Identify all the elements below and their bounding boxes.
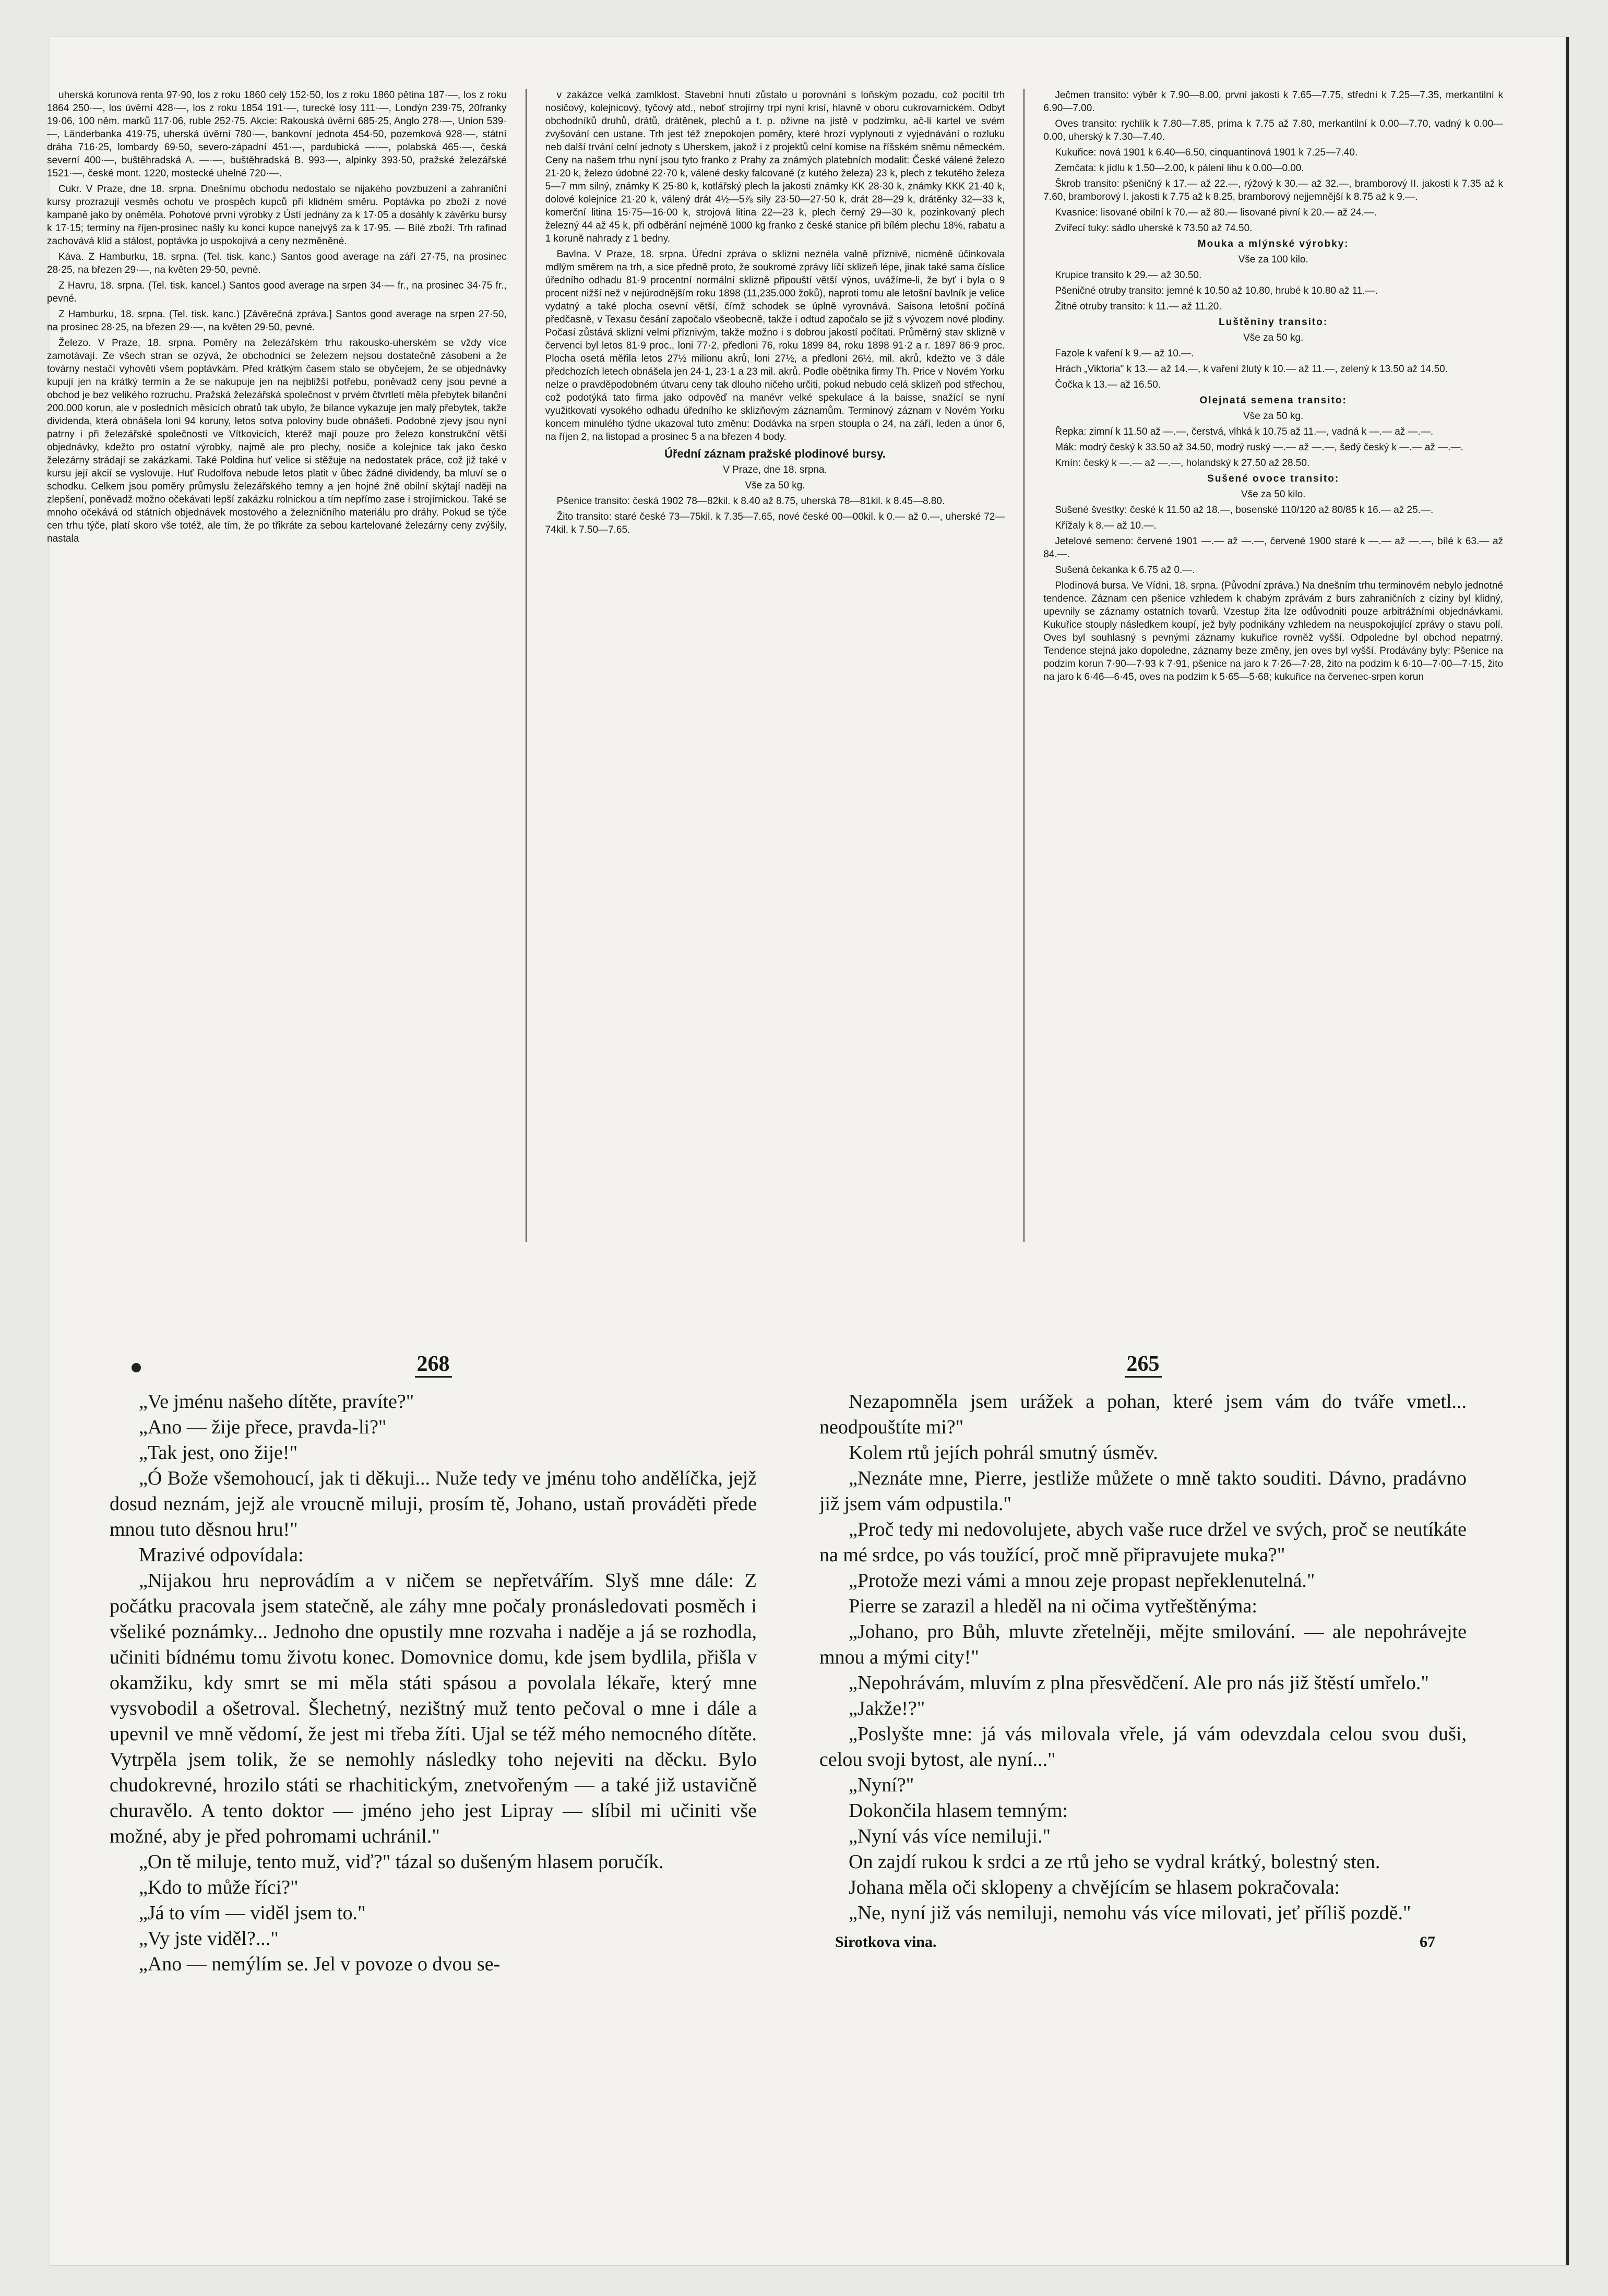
quote-line: Škrob transito: pšeničný k 17.— až 22.—, rýžový k 30.— až 32.—, bramborový II. jakosti k 7.35 až k 7.60, bramborový I. jakosti k 7.75 až k 8.25, bramborový nejjemnější k 8.75 až k 9.—. [1043, 178, 1504, 202]
quote-line: Krupice transito k 29.— až 30.50. [1055, 270, 1202, 281]
quote-line: Oves transito: rychlík k 7.80—7.85, prima k 7.75 až 7.80, merkantilní k 0.00—7.70, vadný k 0.00—0.00, uherský k 7.30—7.40. [1043, 118, 1504, 142]
story-paragraph: Dokončila hlasem temným: [849, 1800, 1068, 1822]
story-paragraph: „Ve jménu našeho dítěte, pravíte?" [139, 1391, 414, 1413]
subheading-ovoce: Sušené ovoce transito: [1207, 473, 1340, 484]
quote-line: Fazole k vaření k 9.— až 10.—. [1055, 348, 1194, 359]
story-paragraph: „Neznáte mne, Pierre, jestliže můžete o mně takto souditi. Dávno, pradávno již jsem vám odpustila." [819, 1467, 1467, 1515]
quote-line: Žitné otruby transito: k 11.— až 11.20. [1055, 301, 1222, 312]
subheading-mouka: Mouka a mlýnské výrobky: [1197, 238, 1349, 249]
unit-olejnata: Vše za 50 kg. [1243, 411, 1304, 422]
footer-title: Sirotkova vina. [835, 1933, 937, 1951]
quote-line: Plodinová bursa. Ve Vídni, 18. srpna. (Původní zpráva.) Na dnešním trhu terminovém nebylo jednotné tendence. Záznam cen pšenice vzhledem k chabým zprávám z burs zahraničních z ciziny byl klidný, upevnily se záznamy ostatních tovarů. Vzestup žita lze odůvodniti pouze arbitrážními objednávkami. Kukuřice stouply následkem koupí, jež byly podnikány vzhledem na neuspokojující zprávy o stavu polí. Oves byl souhlasný s pevnými záznamy kukuřice rovněž vyšší. Odpoledne byl obchod nepatrný. Tendence stejná jako dopoledne, záznamy beze změny, jen oves byl vyšší. Prodávány byly: Pšenice na podzim korun 7·90—7·93 k 7·91, pšenice na jaro k 7·26—7·28, žito na podzim k 6·10—7·00—7·15, žito na jaro k 6·46—6·45, oves na podzim k 5·65—5·68; kukuřice na červenec-srpen korun [1043, 580, 1504, 683]
quote-line: Zvířecí tuky: sádlo uherské k 73.50 až 74.50. [1055, 223, 1253, 234]
story-paragraph: Pierre se zarazil a hleděl na ni očima vytřeštěnýma: [849, 1595, 1257, 1617]
story-paragraph: „Protože mezi vámi a mnou zeje propast nepřeklenutelná." [849, 1570, 1315, 1592]
unit-mouka: Vše za 100 kilo. [1238, 254, 1308, 265]
quote-line: Vše za 50 kg. [745, 480, 805, 491]
story-paragraph: „Jakže!?" [849, 1697, 925, 1719]
page-footer [819, 1933, 1467, 1951]
newspaper-columns [47, 89, 1503, 1242]
section-heading: Úřední záznam pražské plodinové bursy. [664, 447, 886, 460]
quote-line: Žito transito: staré české 73—75kil. k 7.35—7.65, nové české 00—00kil. k 0.— až 0.—, uherské 72—74kil. k 7.50—7.65. [545, 511, 1005, 535]
quote-line: Ječmen transito: výběr k 7.90—8.00, první jakosti k 7.65—7.75, střední k 7.25—7.35, merkantilní k 6.90—7.00. [1043, 90, 1504, 114]
column-divider [526, 89, 527, 1242]
column-2 [545, 89, 1005, 1242]
quote-line: Čočka k 13.— až 16.50. [1055, 379, 1161, 390]
footer-number: 67 [1420, 1933, 1435, 1951]
story-paragraph: „Ne, nyní již vás nemiluji, nemohu vás více milovati, jeť příliš pozdě." [849, 1902, 1411, 1924]
story-paragraph: Kolem rtů jejích pohrál smutný úsměv. [849, 1442, 1158, 1464]
quote-line: Křížaly k 8.— až 10.—. [1055, 520, 1157, 531]
quote-line: Kukuřice: nová 1901 k 6.40—6.50, cinquantinová 1901 k 7.25—7.40. [1055, 147, 1358, 158]
article-paragraph: Z Hamburku, 18. srpna. (Tel. tisk. kanc.) [Závěrečná zpráva.] Santos good average na srpen 27·50, na prosinec 28·25, na březen 29·—, na květen 29·50, pevné. [47, 309, 507, 333]
subheading-lusteniny: Luštěniny transito: [1219, 317, 1328, 328]
story-paragraph: „Tak jest, ono žije!" [139, 1442, 298, 1464]
quote-line: Zemčata: k jídlu k 1.50—2.00, k pálení lihu k 0.00—0.00. [1055, 163, 1304, 174]
story-paragraph: „Kdo to může říci?" [139, 1876, 299, 1898]
right-page [819, 1352, 1467, 2134]
article-paragraph: Železo. V Praze, 18. srpna. Poměry na železářském trhu rakousko-uherském se vždy více zamotávají. Ze všech stran se ozývá, že obchodníci se železem nejsou dostatečně zásobeni a že továrny nestačí vyhověti všem poptávkám. Před krátkým časem stalo se obyčejem, že se objednávky kupují jen na krátký termín a že se nakupuje jen na nejbližší potřebu, poněvadž ceny jsou pevné a obchod je bez velikého rozruchu. Pražská železářská společnost v prvém čtvrtletí měla přebytek bilanční 200.000 korun, ale v posledních měsících obratů tak ubylo, že bilance vykazuje jen malý přebytek, takže dividenda, která obnášela loni 94 koruny, letos sotva poloviny bude obnášeti. Podobné zjevy jsou nyní patrny i při železářské společnosti ve Vítkovicích, kteréž mají pouze pro železo konstrukční větší objednávky, kdežto pro ostatní výrobky, najmě ale pro plechy, nosiče a kolejnice tak jako česko železárny strádají se zakázkami. Také Poldina huť velice si stěžuje na nedostatek práce, což již také v kursu její akcií se vyslovuje. Huť Rudolfova nebude letos platit v ůbec žádné dividendy, ba mluví se o schodku. Celkem jsou poměry průmyslu železářského temny a jen hojné žně obilní skýtají naději na zlepšení, poněvadž možno očekávati lepší zakázku rolnickou a tím nepřímo zase i strojírnickou. Také se mnoho očekává od státních objednávek mostového a železničního materiálu pro dráhy. Pokud se týče cen trhu týče, platí skoro vše totéž, ale tím, že po třikráte za sebou kartelované železárny ceny zvýšily, nastala [47, 338, 507, 544]
article-paragraph: Bavlna. V Praze, 18. srpna. Úřední zpráva o sklizni neznéla valně příznivě, nicméně účinkovala mdlým směrem na trh, a sice předně proto, že soukromé zprávy líčí sklizeň lépe, jinak také sama číslice úředního odhadu 81·9 procentní normální sklizně připouští větší výnos, uvážíme-li, že byť i byla o 9 procent nižší než v nejúrodnějším roku 1898 (11,235.000 žoků), naproti tomu ale letošní bavlník je velice vydatný a také plocha osevní větší, čímž schodek se úplně vyrovnává. Saisona letošní počíná předčasně, v Texasu česání započalo všeobecně, takže i odtud započalo se již s vývozem nové plodiny. Počasí zůstává sklizni velmi příznivým, takže možno i s dobrou jakostí počítati. Průměrný stav sklizně v červenci byl letos 81·9 proc., loni 77·2, předloni 76, roku 1899 84, roku 1898 91·2 a r. 1897 86·9 proc. Plocha osetá měřila letos 27½ milionu akrů, loni 27½, a předloni 26½, mil. akrů, kdežto ve 3 dále předchozích letech obnášela jen 24·1, 23·1 a 23 mil. akrů. Podle obětnika firmy Th. Price v Novém Yorku nelze o pravděpodobném útvaru ceny tak dlouho ničeho určiti, pokud nebudo celá sklizeň pod střechou, což podotýká tato firma jako odpověď na manévr velké spekulace á la baisse, snažící se nyní využitkovati vysokého odhadu úředního ke sklizňovým záznamům. Terminový záznam v Novém Yorku koncem minulého týdne ukazoval tuto změnu: Dodávka na srpen stoupla o 24, na září, leden a únor 6, na říjen 2, na listopad a prosinec 5 a na březen 4 body. [545, 249, 1005, 443]
subheading-olejnata: Olejnatá semena transito: [1199, 395, 1347, 406]
page-number: 265 [819, 1352, 1467, 1377]
article-paragraph: Káva. Z Hamburku, 18. srpna. (Tel. tisk. kanc.) Santos good average na září 27·75, na prosinec 28·25, na březen 29·—, na květen 29·50, pevné. [47, 252, 507, 276]
article-paragraph: uherská korunová renta 97·90, los z roku 1860 celý 152·50, los z roku 1860 pětina 187·—, los z roku 1864 250·—, los úvěrní 428·—, los z roku 1854 191·—, turecké losy 111·—, Londýn 239·75, 20franky 19·06, 100 něm. marků 117·06, ruble 252·75. Akcie: Rakouská úvěrní 685·25, Anglo 278·—, Union 539·—, Länderbanka 419·75, uherská úvěrní 780·—, bankovní jednota 454·50, pozemková 928·—, státní dráha 716·25, lombardy 69·50, severo-západní 451·—, pardubická —·—, polabská 465·—, česká severní 400·—, buštěhradská A. —·—, buštěhradská B. 993·—, alpinky 393·50, pražské železářské 1521·—, české mont. 1220, mostecké uhelné 720·—. [47, 90, 507, 179]
quote-line: Mák: modrý český k 33.50 až 34.50, modrý ruský —.— až —.—, šedý český k —.— až —.—. [1055, 442, 1463, 453]
quote-line: Pšenice transito: česká 1902 78—82kil. k 8.40 až 8.75, uherská 78—81kil. k 8.45—8.80. [556, 496, 945, 507]
story-paragraph: „On tě miluje, tento muž, viď?" tázal so dušeným hlasem poručík. [139, 1851, 664, 1873]
page-number: 268 [110, 1352, 757, 1377]
story-paragraph: „Ano — žije přece, pravda-li?" [139, 1416, 387, 1438]
quote-line: V Praze, dne 18. srpna. [723, 464, 827, 475]
column-3 [1043, 89, 1503, 1242]
story-paragraph: „Já to vím — viděl jsem to." [139, 1902, 366, 1924]
story-paragraph: On zajdí rukou k srdci a ze rtů jeho se vydral krátký, bolestný sten. [849, 1851, 1380, 1873]
quote-line: Řepka: zimní k 11.50 až —.—, čerstvá, vlhká k 10.75 až 11.—, vadná k —.— až —.—. [1055, 426, 1434, 437]
edge-rule [1566, 37, 1569, 2265]
story-paragraph: „Poslyšte mne: já vás milovala vřele, já vám odevzdala celou svou duši, celou svoji bytost, ale nyní..." [819, 1723, 1467, 1771]
left-page [110, 1352, 757, 2134]
quote-line: Kmín: český k —.— až —.—, holandský k 27.50 až 28.50. [1055, 458, 1310, 469]
story-paragraph: „Nyní vás více nemiluji." [849, 1825, 1051, 1847]
story-paragraph: Mrazivé odpovídala: [139, 1544, 304, 1566]
story-paragraph: „Ó Bože všemohoucí, jak ti děkuji... Nuže tedy ve jménu toho andělíčka, jejž dosud neznám, jejž ale vroucně miluji, prosím tě, Johano, ustaň prováděti přede mnou tuto děsnou hru!" [110, 1467, 757, 1540]
article-paragraph: Cukr. V Praze, dne 18. srpna. Dnešnímu obchodu nedostalo se nijakého povzbuzení a zahraniční kursy prozrazují vesměs ochotu ve prospěch kupců při klidném směru. Poptávka po zboží z nové kampaně jako by oněměla. Pohotové první výrobky z Ústí jednány za k 17·05 a dosáhly k závěrku bursy k 17·15; termíny na říjen-prosinec našly ku konci kupce nanejvýš za k 17·95. — Bílé zboží. Trh rafinad zachovává klid a stálost, poptávka jo uspokojivá a ceny nezměněné. [47, 184, 507, 247]
quote-line: Kvasnice: lisované obilní k 70.— až 80.— lisované pivní k 20.— až 24.—. [1055, 207, 1377, 218]
story-paragraph: „Vy jste viděl?..." [139, 1928, 279, 1950]
quote-line: Hrách „Viktoria" k 13.— až 14.—, k vaření žlutý k 10.— až 11.—, zelený k 13.50 až 14.50. [1055, 364, 1448, 375]
story-paragraph: „Proč tedy mi nedovolujete, abych vaše ruce držel ve svých, proč se neutíkáte na mé srdce, po vás toužící, proč mně připravujete muka?" [819, 1518, 1467, 1566]
quote-line: Sušené švestky: české k 11.50 až 18.—, bosenské 110/120 až 80/85 k 16.— až 25.—. [1055, 505, 1434, 516]
quote-line: Sušená čekanka k 6.75 až 0.—. [1055, 565, 1195, 576]
novel-pages [110, 1352, 1467, 2134]
article-paragraph: Z Havru, 18. srpna. (Tel. tisk. kancel.) Santos good average na srpen 34·— fr., na prosinec 34·75 fr., pevné. [47, 280, 507, 304]
story-paragraph: „Ano — nemýlím se. Jel v povoze o dvou se- [139, 1953, 501, 1975]
story-paragraph: Johana měla oči sklopeny a chvějícím se hlasem pokračovala: [849, 1876, 1340, 1898]
unit-ovoce: Vše za 50 kilo. [1241, 489, 1306, 500]
article-paragraph: v zakázce velká zamlklost. Stavební hnutí zůstalo u porovnání s loňským pozadu, což pocítil trh nosičový, kolejnicový, tyčový atd., neboť strojírny trpí nyní krisí, hlavně v oboru cukrovarnickém. Odbyt obchodníků druhů, drátů, drátěnek, plechů a t. p. oživne na jistě v podzimku, ač-li kartel ve svém zvyšování cen ustane. Trh jest též znepokojen poměry, které hrozí vyplynouti z vyjednávání o rozluku neb další trvání celní jednoty s Uherskem, jakož i z projektů celní komise na říšském sněmu německém. Ceny na našem trhu nyní jsou tyto franko z Prahy za známých platebních modalit: České válené železo 21·20 k, železo údobné 22·70 k, válené desky falcované (z kutého železa) 23 k, plech z tekutého železa 5—7 mm silný, známky K 25·80 k, kotlářský plech la jakosti známky KK 28·30 k, známky KKK 21·40 k, dolové kolejnice 21·20 k, válený drát 4½—5⅞ sily 23·50—27·50 k, drát 28—29 k, drátěnky 32—33 k, komerční litina 15·75—16·00 k, strojová litina 22—23 k, plech černý 29—30 k, pozinkovaný plech železný 44 až 45 k, při odběrání nejméně 1000 kg franko z české stanice při bílém plechu 18%, rabatu a 1 koruně nahrady z 1 bedny. [545, 90, 1005, 244]
quote-line: Jetelové semeno: červené 1901 —.— až —.—, červené 1900 staré k —.— až —.—, bílé k 63.— až 84.—. [1043, 536, 1504, 560]
story-paragraph: „Nijakou hru neprovádím a v ničem se nepřetvářím. Slyš mne dále: Z počátku pracovala jsem statečně, ale záhy mne počaly pronásledovati posměch i všeliké poznámky... Jednoho dne opustily mne rozvaha i naděje a já se rozhodla, učiniti bídnému tomu životu konec. Domovnice domu, kde jsem bydlila, přišla v okamžiku, kdy smrt se mi měla státi spásou a povolala lékaře, který mne vysvobodil a ošetroval. Šlechetný, nezištný muž tento pečoval o mne i dále a upevnil ve mně vědomí, že jest mi třeba žíti. Ujal se též mého nemocného dítěte. Vytrpěla jsem tolik, že se nemohly následky toho nejeviti na děcku. Bylo chudokrevné, hrozilo státi se rhachitickým, znetvořeným — a také již ustavičně churavělo. A tento doktor — jméno jeho jest Lipray — slíbil mi učiniti vše možné, aby je před pohromami uchránil." [110, 1570, 757, 1847]
unit-lusteniny: Vše za 50 kg. [1243, 332, 1304, 343]
quote-line: Pšeničné otruby transito: jemné k 10.50 až 10.80, hrubé k 10.80 až 11.—. [1055, 285, 1378, 296]
story-paragraph: „Nyní?" [849, 1774, 914, 1796]
column-divider [1023, 89, 1025, 1242]
column-1 [47, 89, 507, 1242]
story-paragraph: „Johano, pro Bůh, mluvte zřetelněji, mějte smilování. — ale nepohrávejte mnou a mými city!" [819, 1621, 1467, 1668]
story-paragraph: „Nepohrávám, mluvím z plna přesvědčení. Ale pro nás již štěstí umřelo." [849, 1672, 1429, 1694]
story-paragraph: Nezapomněla jsem urážek a pohan, které jsem vám do tváře vmetl... neodpouštíte mi?" [819, 1391, 1467, 1438]
